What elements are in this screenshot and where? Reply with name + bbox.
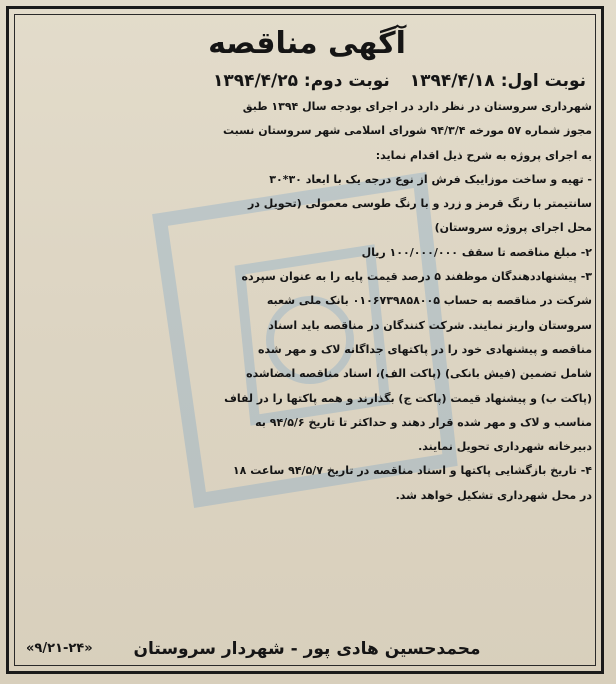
second-publication-date: نوبت دوم: ۱۳۹۴/۴/۲۵ (212, 71, 390, 91)
text-line: شامل تضمین (فیش بانکی) (پاکت الف)، اسناد مناقصه امضاشده (246, 367, 592, 381)
first-publication-date: نوبت اول: ۱۳۹۴/۴/۱۸ (409, 71, 586, 91)
text-line: ۲- مبلغ مناقصه تا سقف ۱۰۰/۰۰۰/۰۰۰ ریال (361, 245, 592, 259)
text-line: محل اجرای پروژه سروستان) (434, 221, 592, 235)
text-line: مجوز شماره ۵۷ مورخه ۹۴/۳/۴ شورای اسلامی شهر سروستان نسبت (222, 124, 592, 138)
text-line: شهرداری سروستان در نظر دارد در اجرای بودجه سال ۱۳۹۴ طبق (242, 100, 592, 113)
text-line: دبیرخانه شهرداری تحویل نمایند. (418, 440, 592, 454)
text-line: ۴- تاریخ بازگشایی پاکتها و اسناد مناقصه در تاریخ ۹۴/۵/۷ ساعت ۱۸ (232, 464, 592, 478)
notice-title: آگهی مناقصه (208, 26, 406, 61)
notice-body (22, 22, 592, 662)
text-line: مناقصه و پیشنهادی خود را در پاکتهای جداگانه لاک و مهر شده (258, 342, 592, 356)
text-line: به اجرای پروژه به شرح ذیل اقدام نماید: (375, 148, 592, 162)
text-line: شرکت در مناقصه به حساب ۰۱۰۶۷۳۹۸۵۸۰۰۵ بانک ملی شعبه (266, 294, 592, 308)
signature: محمدحسین هادی پور - شهردار سروستان (133, 639, 481, 659)
text-line: سروستان واریز نمایند. شرکت کنندگان در مناقصه باید اسناد (268, 318, 592, 332)
notice-code: «۹/۲۱-۲۴» (26, 641, 93, 656)
text-line: سانتیمتر با رنگ قرمز و زرد و با رنگ طوسی معمولی (تحویل در (247, 197, 592, 211)
publication-dates (22, 68, 592, 95)
text-line: ۳- پیشنهاددهندگان موظفند ۵ درصد قیمت پایه را به عنوان سپرده (241, 270, 592, 284)
text-line: (پاکت ب) و پیشنهاد قیمت (پاکت ج) بگذارند و همه پاکتها را در لفاف (224, 391, 592, 405)
text-line: در محل شهرداری تشکیل خواهد شد. (395, 488, 592, 502)
text-line: مناسب و لاک و مهر شده قرار دهند و حداکثر تا تاریخ ۹۴/۵/۶ به (255, 415, 592, 429)
text-line: - تهیه و ساخت موزاییک فرش از نوع درجه یک با ابعاد ۳۰*۳۰ (269, 172, 592, 186)
